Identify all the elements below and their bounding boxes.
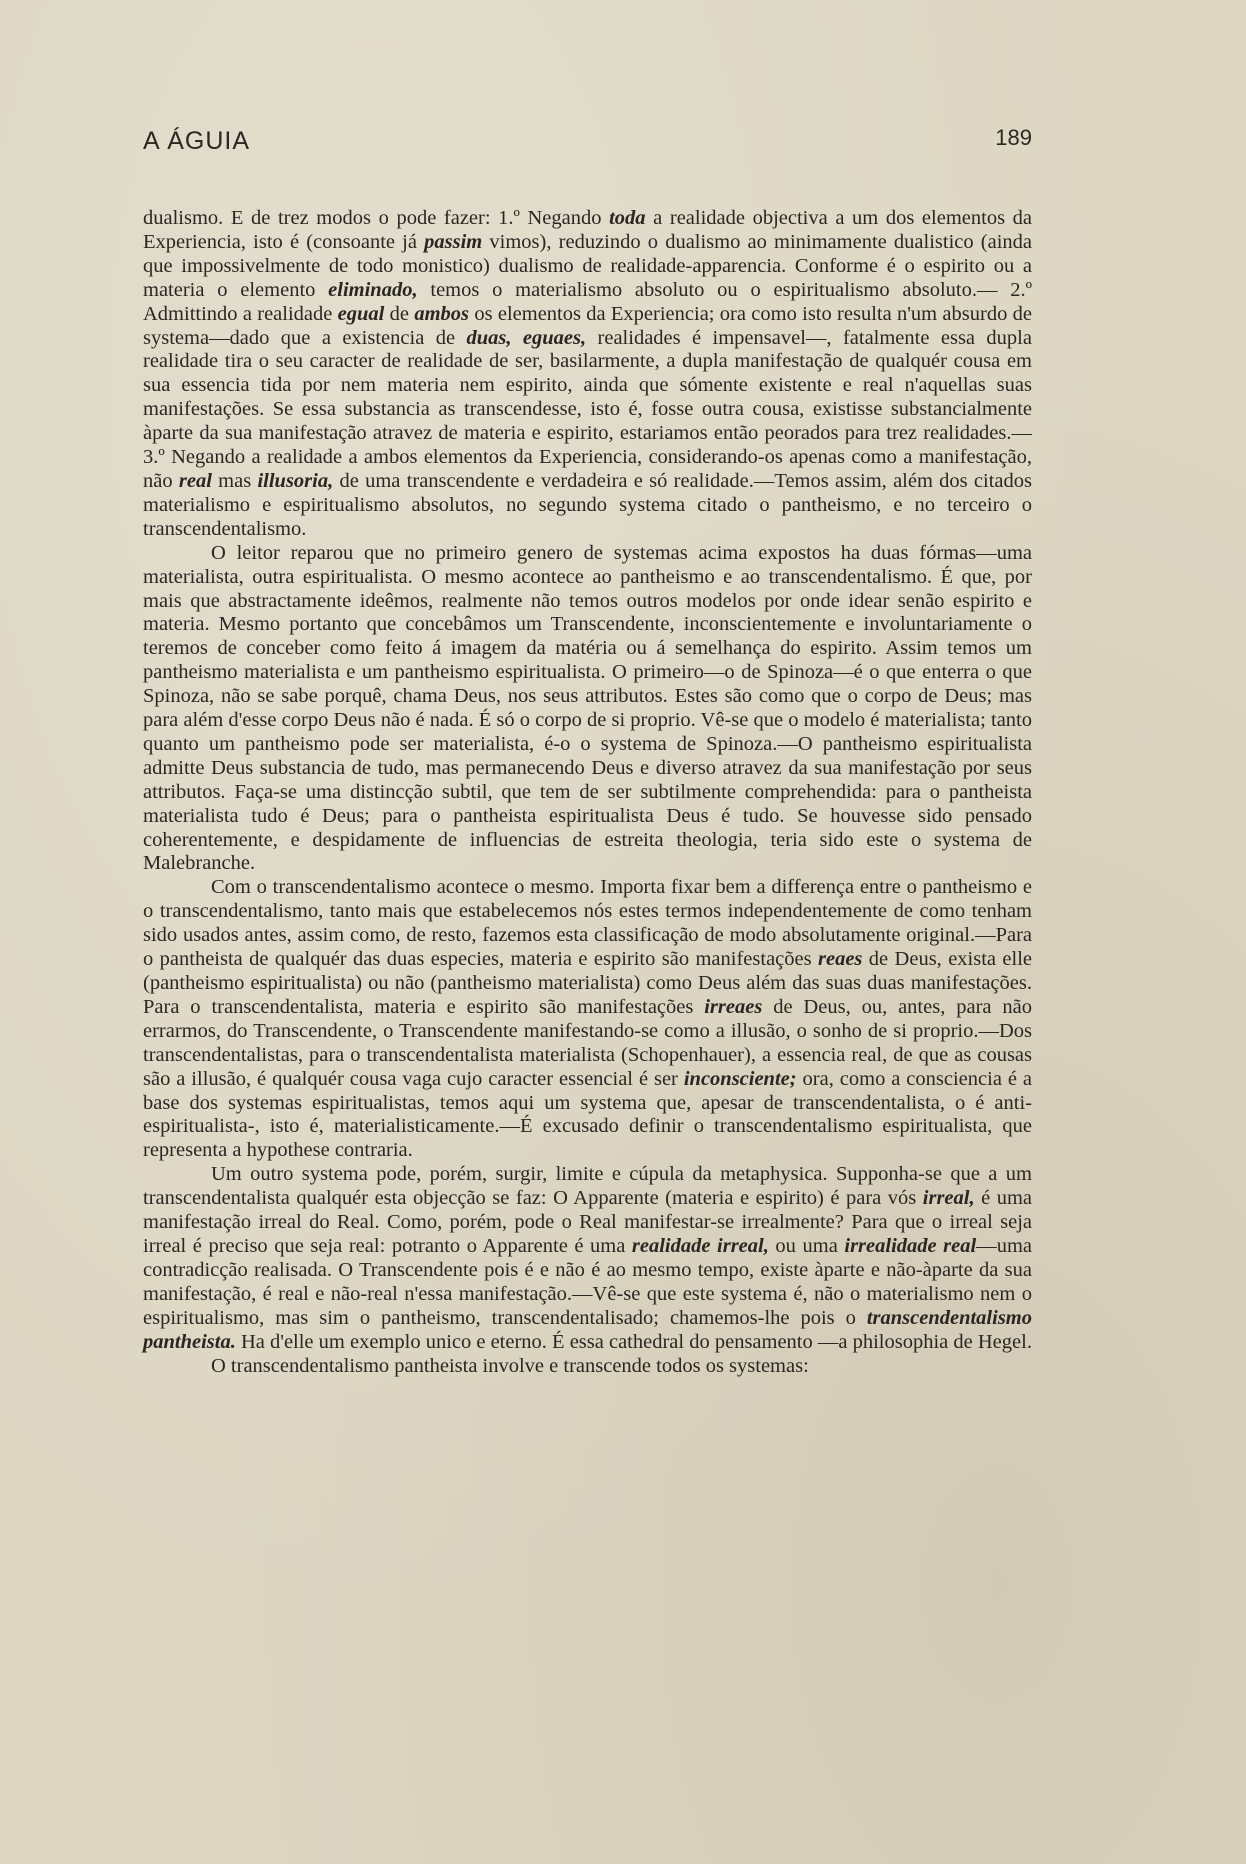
paragraph-text: temos o materialismo absoluto ou o espiritualismo absoluto.— 2.º Admittindo a realidade [143, 278, 1033, 325]
paragraph-text: mas [211, 469, 258, 492]
paragraph-text: ou uma [768, 1234, 845, 1257]
italic-text: real [178, 469, 212, 492]
italic-text: illusoria, [257, 469, 334, 492]
italic-text: realidade irreal, [631, 1234, 769, 1257]
paragraph-text: realidades é impensavel—, fatalmente essa dupla realidade tira o seu caracter de realidade de ser, basilarmente, a dupla manifestação de qualquér cousa em sua essencia tida por nem materia nem espirito, ainda que sómente existente e real n'aquellas suas manifestações. Se essa substancia as transcendesse, isto é, fosse outra cousa, existisse substancialmente àparte da sua manifestação atravez de materia e espirito, estariamos então peorados para trez realidades.—3.º Negando a realidade a ambos elementos da Experiencia, considerando-os apenas como a manifestação, não [143, 326, 1032, 492]
italic-text: transcendentalismo pantheista. [143, 1306, 1032, 1353]
paragraph-text: é uma manifestação irreal do Real. Como, porém, pode o Real manifestar-se irrealmente? Para que o irreal seja irreal é preciso que seja real: potranto o Apparente é uma [143, 1187, 1032, 1257]
running-title: A ÁGUIA [143, 127, 251, 155]
paragraph-text: vimos), reduzindo o dualismo ao minimamente dualistico (ainda que impossivelmente de todo monistico) dualismo de realidade-apparencia. Conforme é o espirito ou a materia o elemento [143, 230, 1032, 301]
paragraph [143, 207, 1032, 542]
paragraph-text: ora, como a consciencia é a base dos systemas espiritualistas, temos aqui um systema que, apesar de transcendentalista, o é anti-espiritualista-, isto é, materialisticamente.—É excusado definir o transcendentalismo espiritualista, que representa a hypothese contraria. [143, 1067, 1032, 1162]
paragraph-text: dualismo. E de trez modos o pode fazer: 1.º Negando [143, 207, 610, 229]
body-text [143, 207, 1032, 1378]
paragraph [143, 542, 1032, 877]
paragraph-text: Ha d'elle um exemplo unico e eterno. É essa cathedral do pensamento —a philosophia de Hegel. [235, 1330, 1032, 1353]
paragraph-text: de [384, 302, 415, 325]
paragraph-text: —uma contradicção realisada. O Transcendente pois é e não é ao mesmo tempo, existe àparte e não-àparte da sua manifestação, é real e não-real n'essa manifestação.—Vê-se que este systema é, não o materialismo nem o espiritualismo, mas sim o pantheismo, transcendentalisado; chamemos-lhe pois o [143, 1234, 1033, 1329]
italic-text: irreaes [704, 995, 763, 1018]
paragraph-text: O transcendentalismo pantheista involve e transcende todos os systemas: [211, 1354, 809, 1377]
paragraph-text: O leitor reparou que no primeiro genero de systemas acima expostos ha duas fórmas—uma materialista, outra espiritualista. O mesmo acontece ao pantheismo e ao transcendentalismo. É que, por mais que abstractamente ideêmos, realmente não temos outros modelos por onde idear senão espirito e materia. Mesmo portanto que concebâmos um Transcendente, inconscientemente e involuntariamente o teremos de conceber como feito á imagem da matéria ou á semelhança do espirito. Assim temos um pantheismo materialista e um pantheismo espiritualista. O primeiro—o de Spinoza—é o que enterra o que Spinoza, não se sabe porquê, chama Deus, nos seus attributos. Estes são como que o corpo de Deus; mas para além d'esse corpo Deus não é nada. É só o corpo de si proprio. Vê-se que o modelo é materialista; tanto quanto um pantheismo pode ser materialista, é-o o systema de Spinoza.—O pantheismo espiritualista admitte Deus substancia de tudo, mas permanecendo Deus e diverso atravez da sua manifestação por seus attributos. Faça-se uma distincção subtil, que tem de ser subtilmente comprehendida: para o pantheista materialista tudo é Deus; para o pantheista espiritualista Deus é tudo. Se houvesse sido pensado coherentemente, e despidamente de influencias de estreita theologia, teria sido este o systema de Malebranche. [143, 541, 1032, 875]
paragraph-text: de Deus, exista elle (pantheismo espiritualista) ou não (pantheismo materialista) como Deus além das suas duas manifestações. Para o transcendentalista, materia e espirito são manifestações [143, 948, 1032, 1018]
paragraph-text: a realidade objectiva a um dos elementos da Experiencia, isto é (consoante já [143, 207, 1033, 253]
paragraph-text: Com o transcendentalismo acontece o mesmo. Importa fixar bem a differença entre o pantheismo e o transcendentalismo, tanto mais que estabelecemos nós estes termos independentemente de como tenham sido usados antes, assim como, de resto, fazemos esta classificação de modo absolutamente original.—Para o pantheista de qualquér das duas especies, materia e espirito são manifestações [143, 876, 1032, 971]
italic-text: ambos [414, 302, 470, 325]
paragraph-text: de Deus, ou, antes, para não errarmos, do Transcendente, o Transcendente manifestando-se como a illusão, o sonho de si proprio.—Dos transcendentalistas, para o transcendentalista materialista (Schopenhauer), a essencia real, de que as cousas são a illusão, é qualquér cousa vaga cujo caracter essencial é ser [143, 995, 1032, 1090]
italic-text: egual [337, 302, 385, 325]
paragraph-text: Um outro systema pode, porém, surgir, limite e cúpula da metaphysica. Supponha-se que a um transcendentalista qualquér esta objecção se faz: O Apparente (materia e espirito) é para vós [143, 1163, 1032, 1210]
paragraph [143, 876, 1032, 1163]
italic-text: passim [424, 230, 483, 253]
page-header [143, 127, 1032, 157]
italic-text: duas, eguaes, [466, 326, 587, 349]
paragraph-text: os elementos da Experiencia; ora como isto resulta n'um absurdo de systema—dado que a existencia de [143, 302, 1032, 349]
paragraph [143, 1355, 1032, 1379]
italic-text: toda [609, 207, 646, 229]
paragraph-text: de uma transcendente e verdadeira e só realidade.—Temos assim, além dos citados materialismo e espiritualismo absolutos, no segundo systema citado o pantheismo, e no terceiro o transcendentalismo. [143, 469, 1032, 540]
page-number: 189 [995, 125, 1032, 150]
italic-text: inconsciente; [683, 1067, 797, 1090]
italic-text: irreal, [922, 1187, 975, 1210]
paragraph [143, 1163, 1032, 1354]
italic-text: irrealidade real [844, 1234, 977, 1257]
italic-text: reaes [818, 948, 863, 971]
italic-text: eliminado, [328, 278, 418, 301]
